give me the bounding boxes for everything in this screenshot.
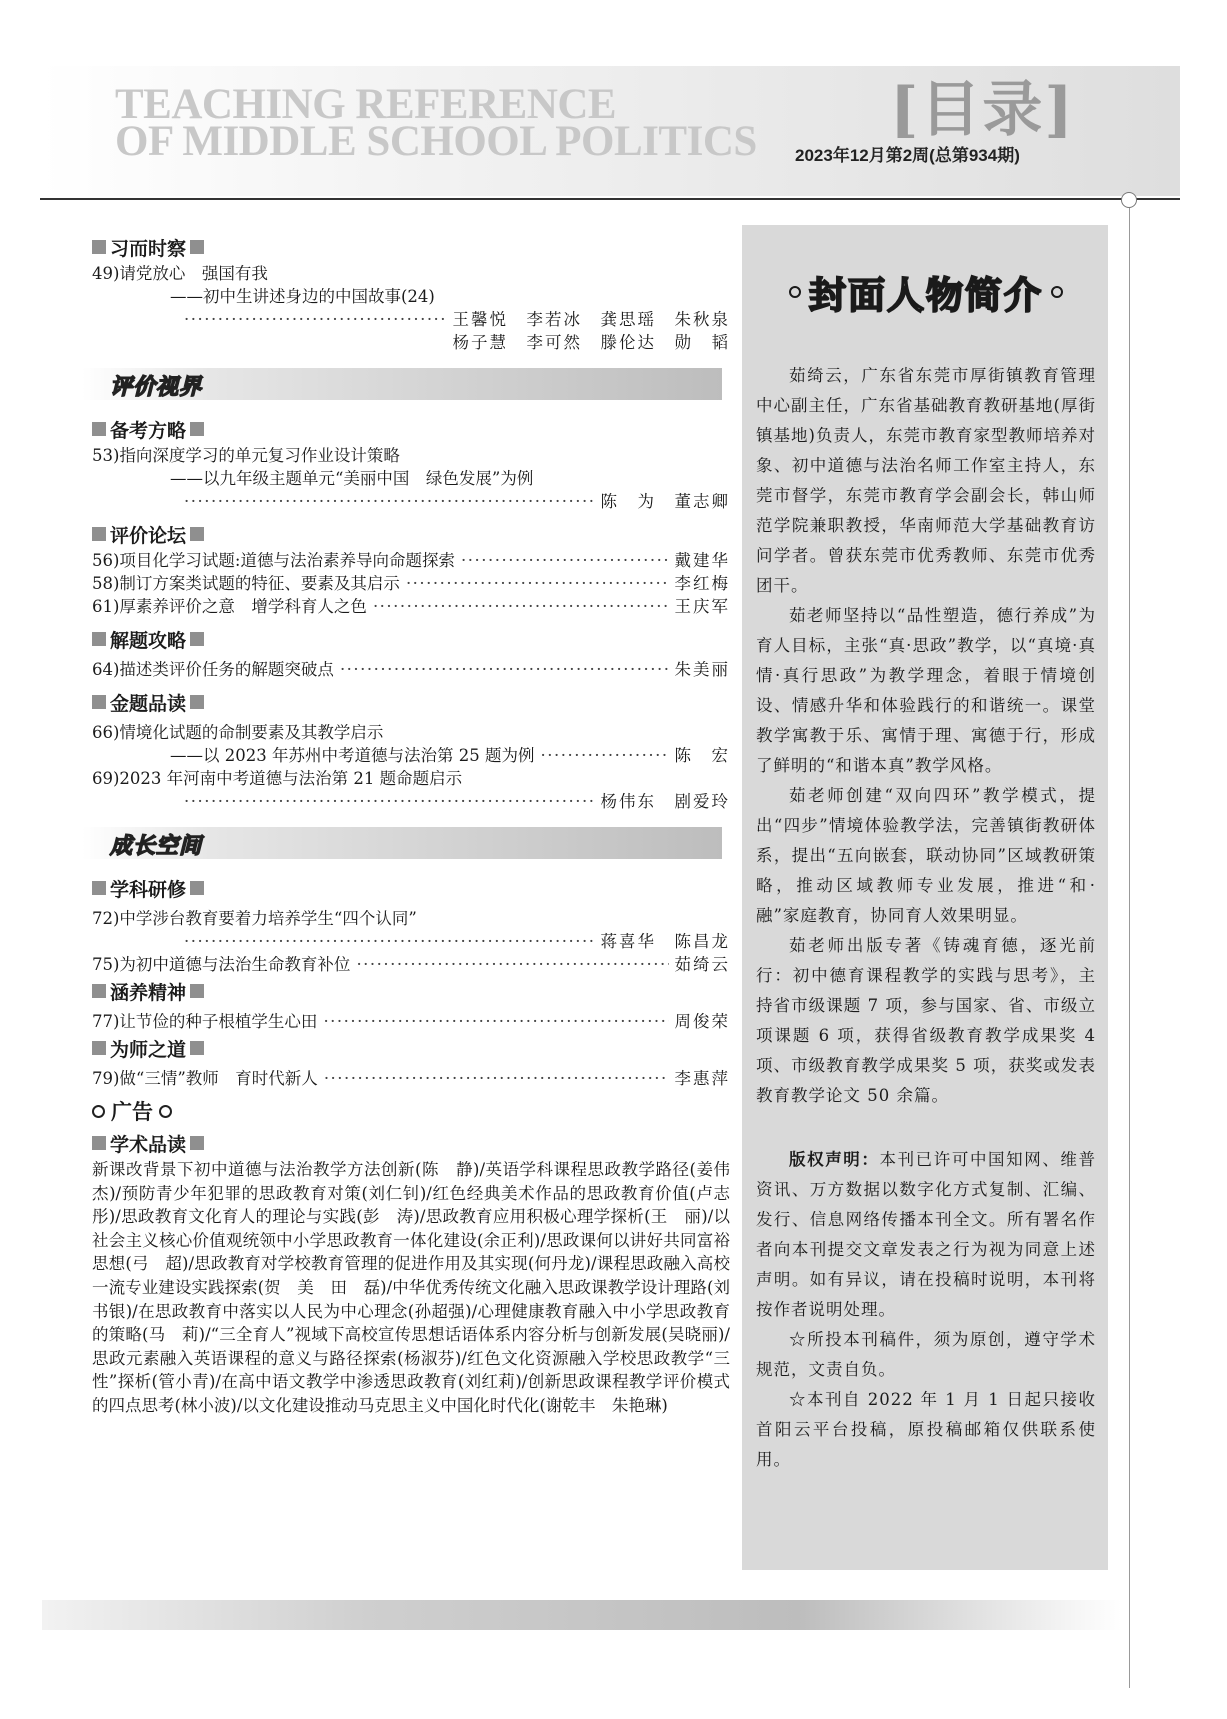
square-bullet-icon	[92, 422, 106, 436]
square-bullet-icon	[92, 695, 106, 709]
advertisement-heading	[92, 1096, 730, 1126]
cover-person-sidebar	[742, 225, 1108, 1570]
dot-leader	[184, 930, 595, 953]
column-banner	[82, 827, 722, 859]
right-margin-line	[1129, 208, 1130, 1688]
toc-entry-authors: 王馨悦 李若冰 龚思瑶 朱秋泉	[452, 310, 730, 329]
issue-date: 2023年12月第2周(总第934期)	[795, 146, 1020, 165]
toc-entry-title[interactable]: 69)2023 年河南中考道德与法治第 21 题命题启示	[92, 769, 463, 788]
toc-entry-subtitle: ——以 2023 年苏州中考道德与法治第 25 题为例	[170, 746, 535, 765]
section-heading	[92, 519, 730, 549]
toc-entry-author: 李红梅	[674, 574, 730, 593]
toc-entry-author: 戴建华	[674, 551, 730, 570]
toc-entry-title[interactable]: 66)情境化试题的命制要素及其教学启示	[92, 723, 384, 742]
section-title: 涵养精神	[110, 982, 187, 1004]
toc-entry-title: 64)描述类评价任务的解题突破点	[92, 660, 334, 679]
toc-entry-subtitle: ——初中生讲述身边的中国故事(24)	[170, 287, 435, 306]
sidebar-title-text: 封面人物简介	[809, 275, 1043, 316]
section-title: 备考方略	[110, 420, 187, 442]
section-heading	[92, 414, 730, 444]
submission-notice: ☆所投本刊稿件，须为原创，遵守学术规范，文责自负。	[756, 1330, 1096, 1379]
masthead-line-2: OF MIDDLE SCHOOL POLITICS	[115, 118, 757, 165]
square-bullet-icon	[92, 1136, 106, 1150]
ring-icon	[159, 1105, 172, 1118]
section-heading	[92, 687, 730, 717]
toc-entry-title: 79)做“三情”教师 育时代新人	[92, 1069, 318, 1088]
square-bullet-icon	[190, 984, 204, 998]
section-title: 为师之道	[110, 1039, 187, 1061]
dot-leader	[461, 549, 669, 572]
toc-entry-author: 朱美丽	[674, 660, 730, 679]
toc-entry-author: 王庆军	[674, 597, 730, 616]
toc-entry-title: 77)让节俭的种子根植学生心田	[92, 1012, 318, 1031]
section-title: 学术品读	[110, 1134, 187, 1156]
toc-entry[interactable]	[92, 1010, 730, 1033]
square-bullet-icon	[190, 695, 204, 709]
column-banner-title: 评价视界	[110, 374, 203, 399]
square-bullet-icon	[190, 527, 204, 541]
ring-icon	[1051, 286, 1063, 298]
toc-entry[interactable]	[92, 1067, 730, 1090]
dot-leader	[184, 790, 595, 813]
toc-entry-authors: 杨伟东 剧爱玲	[600, 792, 730, 811]
contents-heading: [目录]	[890, 75, 1075, 145]
sidebar-title	[756, 265, 1096, 319]
toc-entry-author: 李惠萍	[674, 1069, 730, 1088]
toc-entry[interactable]	[92, 658, 730, 681]
spacer	[756, 1111, 1096, 1145]
square-bullet-icon	[190, 240, 204, 254]
copyright-text: 本刊已许可中国知网、维普资讯、万方数据以数字化方式复制、汇编、发行、信息网络传播本刊全文。所有署名作者向本刊提交文章发表之行为视为同意上述声明。如有异议，请在投稿时说明，本刊将按作者说明处理。	[756, 1150, 1096, 1319]
toc-entry[interactable]	[92, 549, 730, 572]
toc-entry-title: 75)为初中道德与法治生命教育补位	[92, 955, 351, 974]
column-banner	[82, 368, 722, 400]
square-bullet-icon	[190, 632, 204, 646]
section-heading	[92, 873, 730, 903]
toc-entry[interactable]	[92, 953, 730, 976]
square-bullet-icon	[190, 1041, 204, 1055]
section-title: 评价论坛	[110, 525, 187, 547]
ring-icon	[789, 286, 801, 298]
dot-leader	[324, 1067, 669, 1090]
section-heading	[92, 232, 730, 262]
rule-ring	[1121, 192, 1137, 208]
toc-entry[interactable]	[92, 572, 730, 595]
section-title: 解题攻略	[110, 630, 187, 652]
toc-entry-title: 58)制订方案类试题的特征、要素及其启示	[92, 574, 400, 593]
column-banner-title: 成长空间	[110, 833, 203, 858]
toc-entry-author: 茹绮云	[674, 955, 730, 974]
dot-leader	[184, 490, 595, 513]
square-bullet-icon	[92, 632, 106, 646]
header-rule	[40, 198, 1180, 200]
section-title: 习而时察	[110, 238, 187, 260]
dot-leader	[184, 308, 447, 331]
toc-entry-byline	[92, 308, 730, 331]
toc-entry-authors: 陈 为 董志卿	[600, 492, 730, 511]
square-bullet-icon	[92, 240, 106, 254]
square-bullet-icon	[190, 881, 204, 895]
square-bullet-icon	[190, 1136, 204, 1150]
section-heading	[92, 976, 730, 1006]
bio-paragraph: 茹老师坚持以“品性塑造，德行养成”为育人目标，主张“真·思政”教学，以“真境·真情·真行思政”为教学理念，着眼于情境创设、情感升华和体验践行的和谐统一。课堂教学寓教于乐、寓情于理、寓德于行，形成了鲜明的“和谐本真”教学风格。	[756, 606, 1096, 775]
dot-leader	[323, 1010, 668, 1033]
masthead-line-1: TEACHING REFERENCE	[115, 81, 617, 128]
dot-leader	[406, 572, 669, 595]
table-of-contents	[92, 232, 730, 1418]
toc-entry-author: 陈 宏	[674, 746, 730, 765]
toc-entry-byline	[92, 744, 730, 767]
submission-notice: ☆本刊自 2022 年 1 月 1 日起只接收首阳云平台投稿，原投稿邮箱仅供联系使用。	[756, 1390, 1096, 1469]
square-bullet-icon	[92, 1041, 106, 1055]
toc-entry-title[interactable]: 49)请党放心 强国有我	[92, 264, 268, 283]
bio-paragraph: 茹绮云，广东省东莞市厚街镇教育管理中心副主任，广东省基础教育教研基地(厚街镇基地)负责人，东莞市教育家型教师培养对象、初中道德与法治名师工作室主持人，东莞市督学，东莞市教育学会副会长，韩山师范学院兼职教授，华南师范大学基础教育访问学者。曾获东莞市优秀教师、东莞市优秀团干。	[756, 366, 1096, 595]
toc-entry-byline	[92, 930, 730, 953]
academic-reading-list: 新课改背景下初中道德与法治教学方法创新(陈 静)/英语学科课程思政教学路径(姜伟杰)/预防青少年犯罪的思政教育对策(刘仁钊)/红色经典美术作品的思政教育价值(卢志彤)/思政教育文化育人的理论与实践(彭 涛)/思政教育应用积极心理学探析(王 丽)/以社会主义核心价值观统领中小学思政教育一体化建设(余正利)/思政课何以讲好共同富裕思想(弓 超)/思政教育对学校教育管理的促进作用及其实现(何丹龙)/课程思政融入高校一流专业建设实践探索(贺 美 田 磊)/中华优秀传统文化融入思政课教学设计理路(刘书银)/在思政教育中落实以人民为中心理念(孙超强)/心理健康教育融入中小学思政教育的策略(马 莉)/“三全育人”视域下高校宣传思想话语体系内容分析与创新发展(吴晓丽)/思政元素融入英语课程的意义与路径探索(杨淑芬)/红色文化资源融入学校思政教学“三性”探析(管小青)/在高中语文教学中渗透思政教育(刘红莉)/创新思政课程教学评价模式的四点思考(林小波)/以文化建设推动马克思主义中国化时代化(谢乾丰 朱艳琳)	[92, 1160, 730, 1415]
toc-entry-title[interactable]: 53)指向深度学习的单元复习作业设计策略	[92, 446, 400, 465]
copyright-notice	[756, 1145, 1096, 1325]
square-bullet-icon	[92, 881, 106, 895]
toc-entry-byline	[92, 790, 730, 813]
footer-band	[42, 1600, 1122, 1630]
section-heading	[92, 1033, 730, 1063]
bio-paragraph: 茹老师出版专著《铸魂育德，逐光前行：初中德育课程教学的实践与思考》，主持省市级课题 7 项，参与国家、省、市级立项课题 6 项，获得省级教育教学成果奖 4 项、市级教育教学成果奖 5 项，获奖或发表教育教学论文 50 余篇。	[756, 936, 1096, 1105]
dot-leader	[540, 744, 668, 767]
dot-leader	[340, 658, 669, 681]
toc-entry-author: 周俊荣	[674, 1012, 730, 1031]
dot-leader	[356, 953, 668, 976]
section-title: 金题品读	[110, 693, 187, 715]
toc-entry-title[interactable]: 72)中学涉台教育要着力培养学生“四个认同”	[92, 909, 417, 928]
toc-entry-authors: 蒋喜华 陈昌龙	[600, 932, 730, 951]
toc-entry-authors: 杨子慧 李可然 滕伦达 勋 韬	[452, 333, 730, 352]
toc-entry-byline	[92, 490, 730, 513]
toc-entry-title: 61)厚素养评价之意 增学科育人之色	[92, 597, 367, 616]
dot-leader	[373, 595, 669, 618]
toc-entry-subtitle: ——以九年级主题单元“美丽中国 绿色发展”为例	[170, 469, 534, 488]
section-title: 学科研修	[110, 879, 187, 901]
section-heading	[92, 1128, 730, 1158]
copyright-label: 版权声明：	[789, 1151, 880, 1169]
advertisement-label: 广告	[111, 1101, 153, 1124]
toc-entry[interactable]	[92, 595, 730, 618]
section-heading	[92, 624, 730, 654]
masthead	[115, 81, 757, 165]
square-bullet-icon	[190, 422, 204, 436]
square-bullet-icon	[92, 984, 106, 998]
square-bullet-icon	[92, 527, 106, 541]
bio-paragraph: 茹老师创建“双向四环”教学模式，提出“四步”情境体验教学法，完善镇街教研体系，提出“五向嵌套，联动协同”区域教研策略，推动区域教师专业发展，推进“和·融”家庭教育，协同育人效果明显。	[756, 786, 1096, 925]
ring-icon	[92, 1105, 105, 1118]
toc-entry-title: 56)项目化学习试题:道德与法治素养导向命题探索	[92, 551, 455, 570]
